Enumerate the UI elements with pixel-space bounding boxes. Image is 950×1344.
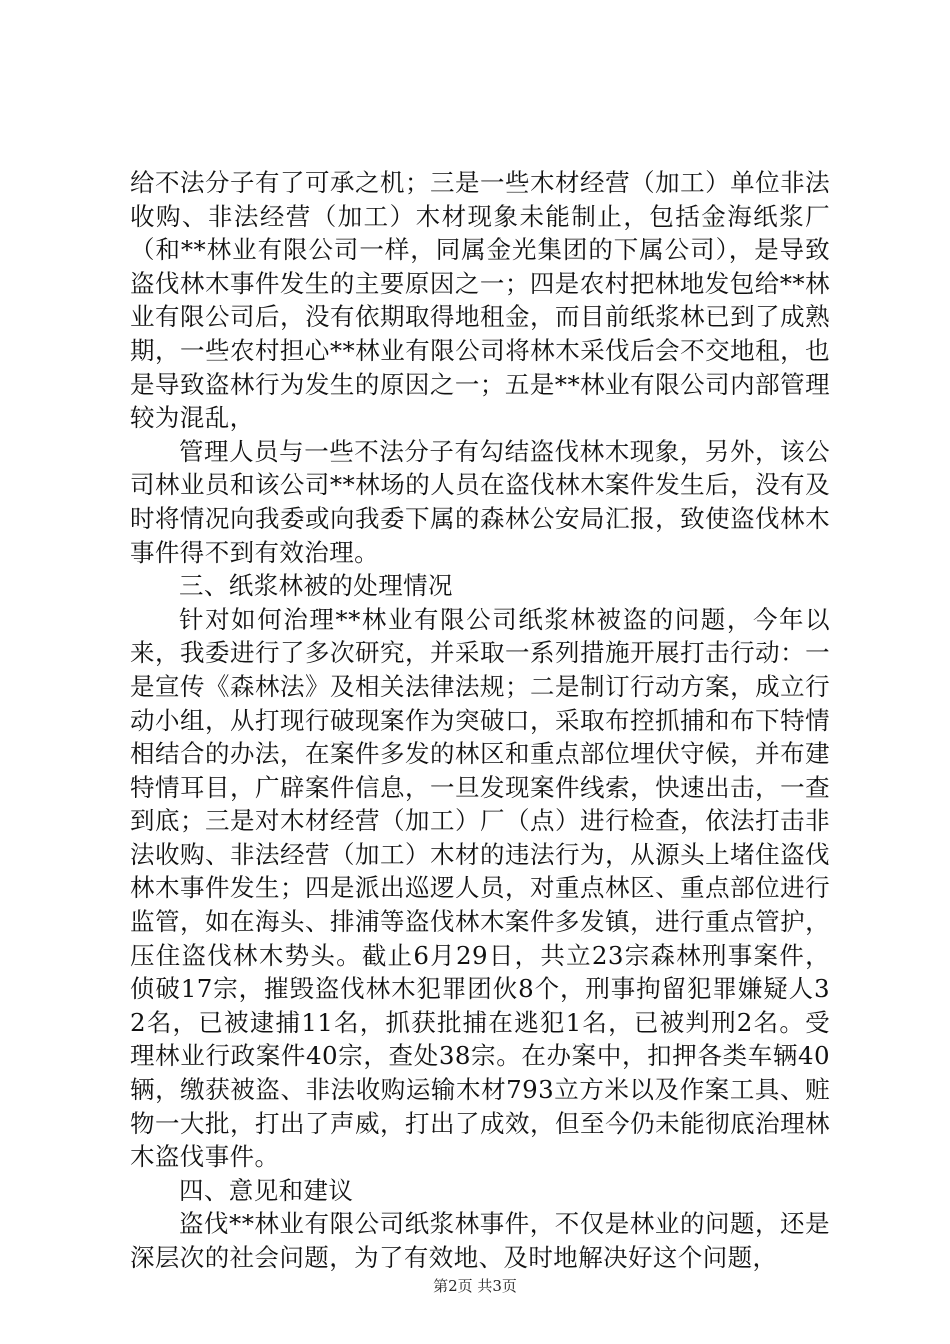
paragraph-measures: 针对如何治理**林业有限公司纸浆林被盗的问题，今年以来，我委进行了多次研究，并采取一系列措施开展打击行动：一是宣传《森林法》及相关法律法规；二是制订行动方案，成立行动小组，从打现行破现案作为突破口，采取布控抓捕和布下特情相结合的办法，在案件多发的林区和重点部位埋伏守候，并布建特情耳目，广辟案件信息，一旦发现案件线索，快速出击，一查到底；三是对木材经营（加工）厂（点）进行检查，依法打击非法收购、非法经营（加工）木材的违法行为，从源头上堵住盗伐林木事件发生；四是派出巡逻人员，对重点林区、重点部位进行监管，如在海头、排浦等盗伐林木案件多发镇，进行重点管护，压住盗伐林木势头。截止6月29日，共立23宗森林刑事案件，侦破17宗，摧毁盗伐林木犯罪团伙8个，刑事拘留犯罪嫌疑人32名，已被逮捕11名，抓获批捕在逃犯1名，已被判刑2名。受理林业行政案件40宗，查处38宗。在办案中，扣押各类车辆40辆，缴获被盗、非法收购运输木材793立方米以及作案工具、赃物一大批，打出了声威，打出了成效，但至今仍未能彻底治理林木盗伐事件。 — [130, 604, 830, 1172]
paragraph-continuation: 给不法分子有了可承之机；三是一些木材经营（加工）单位非法收购、非法经营（加工）木材现象未能制止，包括金海纸浆厂（和**林业有限公司一样，同属金光集团的下属公司），是导致盗伐林木事件发生的主要原因之一；四是农村把林地发包给**林业有限公司后，没有依期取得地租金，而目前纸浆林已到了成熟期，一些农村担心**林业有限公司将林木采伐后会不交地租，也是导致盗林行为发生的原因之一；五是**林业有限公司内部管理较为混乱， — [130, 168, 830, 433]
paragraph-suggestions: 盗伐**林业有限公司纸浆林事件，不仅是林业的问题，还是深层次的社会问题，为了有效地、及时地解决好这个问题， — [130, 1209, 830, 1272]
page-footer: 第2页 共3页 — [433, 1277, 517, 1295]
paragraph-management: 管理人员与一些不法分子有勾结盗伐林木现象，另外，该公司林业员和该公司**林场的人员在盗伐林木案件发生后，没有及时将情况向我委或向我委下属的森林公安局汇报，致使盗伐林木事件得不到有效治理。 — [130, 436, 830, 567]
section-heading-four: 四、意见和建议 — [179, 1175, 354, 1205]
section-heading-three: 三、纸浆林被的处理情况 — [179, 571, 453, 601]
document-body — [130, 166, 830, 1275]
